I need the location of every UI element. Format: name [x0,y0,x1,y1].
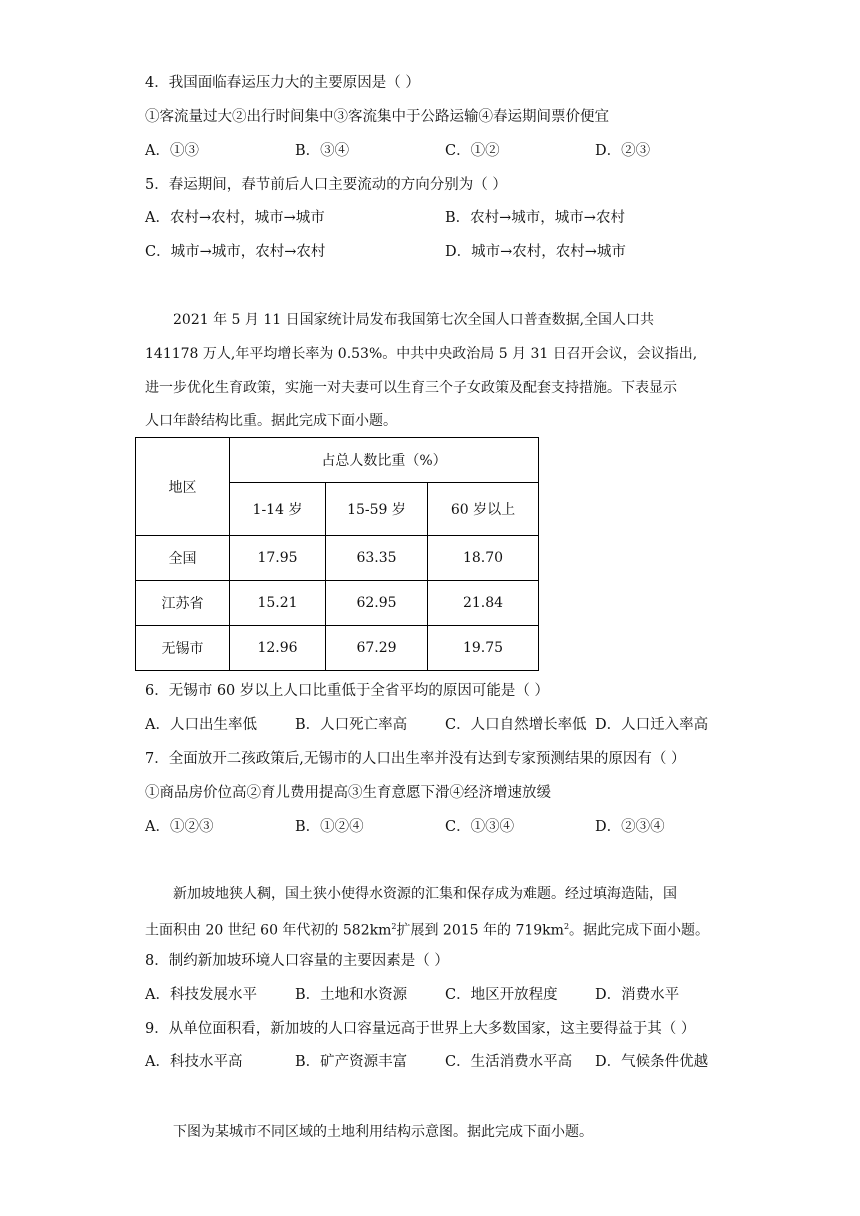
passage-1-line-3: 进一步优化生育政策，实施一对夫妻可以生育三个子女政策及配套支持措施。下表显示 [145,380,677,396]
question-7-option-b: B．①②④ [295,819,364,835]
passage-1-line-2: 141178 万人,年平均增长率为 0.53%。中共中央政治局 5 月 31 日召开会议，会议指出, [145,346,698,362]
superscript: 2 [391,922,397,931]
question-7-stem: 7．全面放开二孩政策后,无锡市的人口出生率并没有达到专家预测结果的原因有（ ） [145,751,686,767]
question-8-option-a: A．科技发展水平 [145,987,257,1003]
table-cell: 12.96 [230,626,326,671]
question-6-option-a: A．人口出生率低 [145,717,257,733]
question-5-option-d: D．城市→农村，农村→城市 [445,244,626,260]
passage-2-line-2-part-a: 土面积由 20 世纪 60 年代初的 582km [145,922,392,939]
passage-3-line: 下图为某城市不同区域的土地利用结构示意图。据此完成下面小题。 [173,1124,593,1140]
table-cell-region: 江苏省 [136,581,230,626]
question-9-option-b: B．矿产资源丰富 [295,1054,408,1070]
passage-2-line-2 [145,917,709,941]
table-col-header: 15-59 岁 [326,483,428,536]
table-header-region: 地区 [136,438,230,536]
table-cell: 15.21 [230,581,326,626]
table-cell: 63.35 [326,536,428,581]
question-4-option-a: A．①③ [145,143,199,159]
passage-2-line-2-part-b: 扩展到 2015 年的 719km [396,922,564,939]
table-cell-region: 无锡市 [136,626,230,671]
table-col-header: 60 岁以上 [428,483,539,536]
question-9-stem: 9．从单位面积看，新加坡的人口容量远高于世界上大多数国家，这主要得益于其（ ） [145,1021,696,1037]
question-7-items: ①商品房价位高②育儿费用提高③生育意愿下滑④经济增速放缓 [145,785,551,801]
question-8-option-c: C．地区开放程度 [445,987,558,1003]
superscript: 2 [563,922,570,931]
question-8-option-b: B．土地和水资源 [295,987,408,1003]
passage-2-line-1: 新加坡地狭人稠，国土狭小使得水资源的汇集和保存成为难题。经过填海造陆，国 [173,886,677,902]
table-cell: 17.95 [230,536,326,581]
table-cell-region: 全国 [136,536,230,581]
table-cell: 21.84 [428,581,539,626]
question-7-option-d: D．②③④ [595,819,665,835]
passage-1-line-1: 2021 年 5 月 11 日国家统计局发布我国第七次全国人口普查数据,全国人口共 [173,312,655,328]
table-row [136,581,539,626]
question-9-option-a: A．科技水平高 [145,1054,243,1070]
question-9-option-c: C．生活消费水平高 [445,1054,573,1070]
passage-2-line-2-part-c: 。据此完成下面小题。 [569,922,710,939]
table-cell: 18.70 [428,536,539,581]
table-row [136,626,539,671]
question-5-option-b: B．农村→城市，城市→农村 [445,210,625,226]
table-header-group: 占总人数比重（%） [230,438,539,483]
question-4-option-c: C．①② [445,143,500,159]
question-7-option-a: A．①②③ [145,819,214,835]
question-6-option-d: D．人口迁入率高 [595,717,709,733]
table-row [136,536,539,581]
question-4-stem: 4．我国面临春运压力大的主要原因是（ ） [145,75,420,91]
question-5-option-c: C．城市→城市，农村→农村 [145,244,326,260]
question-8-option-d: D．消费水平 [595,987,680,1003]
question-6-stem: 6．无锡市 60 岁以上人口比重低于全省平均的原因可能是（ ） [145,683,550,699]
question-9-option-d: D．气候条件优越 [595,1054,709,1070]
question-7-option-c: C．①③④ [445,819,515,835]
question-5-stem: 5．春运期间，春节前后人口主要流动的方向分别为（ ） [145,177,507,193]
table-cell: 62.95 [326,581,428,626]
question-4-option-b: B．③④ [295,143,350,159]
question-6-option-c: C．人口自然增长率低 [445,717,587,733]
question-4-items: ①客流量过大②出行时间集中③客流集中于公路运输④春运期间票价便宜 [145,109,609,125]
table-col-header: 1-14 岁 [230,483,326,536]
question-4-option-d: D．②③ [595,143,651,159]
question-6-option-b: B．人口死亡率高 [295,717,408,733]
question-5-option-a: A．农村→农村，城市→城市 [145,210,325,226]
population-age-table [135,437,539,671]
question-8-stem: 8．制约新加坡环境人口容量的主要因素是（ ） [145,953,449,969]
passage-1-line-4: 人口年龄结构比重。据此完成下面小题。 [145,413,397,429]
table-cell: 67.29 [326,626,428,671]
table-cell: 19.75 [428,626,539,671]
